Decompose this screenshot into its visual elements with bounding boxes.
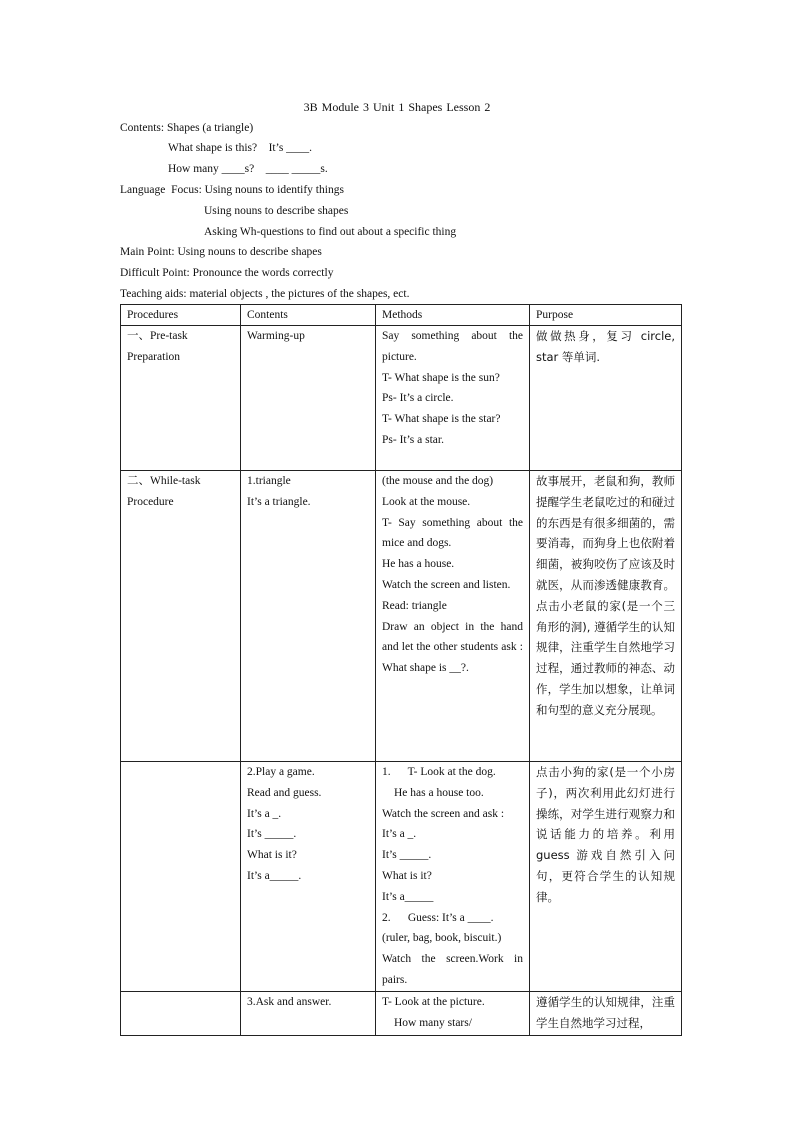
- cell-text: Read and guess.: [247, 786, 322, 799]
- table-header-row: [121, 305, 682, 326]
- cell-text: 一、Pre-task: [127, 330, 188, 342]
- cell-text: T- What shape is the sun?: [382, 371, 500, 384]
- purpose-cell: 做做热身，复习 circle, star 等单词.: [530, 326, 682, 471]
- cell-text: It’s _____.: [382, 849, 432, 862]
- procedures-cell: [121, 326, 241, 471]
- cell-text: He has a house.: [382, 558, 455, 571]
- language-focus-item-2: Using nouns to describe shapes: [204, 205, 349, 217]
- cell-text: Ps- It’s a star.: [382, 433, 444, 446]
- cell-text: Warming-up: [247, 330, 305, 342]
- cell-text: T- Say something about the mice and dogs.: [382, 516, 523, 550]
- cell-text: Watch the screen.Work in pairs.: [382, 953, 523, 986]
- methods-cell: [376, 991, 530, 1035]
- header-contents: Contents: [241, 305, 376, 326]
- purpose-cell: 遵循学生的认知规律，注重学生自然地学习过程，: [530, 991, 682, 1035]
- procedures-cell: [121, 762, 241, 992]
- cell-text: (the mouse and the dog): [382, 475, 494, 487]
- cell-text: It’s a_____.: [247, 869, 302, 882]
- document-title: 3B Module 3 Unit 1 Shapes Lesson 2: [303, 100, 491, 114]
- header-methods: Methods: [376, 305, 530, 326]
- teaching-aids-line: Teaching aids: material objects , the pictures of the shapes, ect.: [120, 288, 410, 300]
- language-focus-item-3: Asking Wh-questions to find out about a specific thing: [204, 226, 457, 238]
- header-purpose: Purpose: [530, 305, 682, 326]
- cell-text: Ps- It’s a circle.: [382, 392, 454, 405]
- methods-cell: [376, 762, 530, 992]
- cell-text: T- Look at the picture.: [382, 995, 485, 1008]
- cell-text: 1.triangle: [247, 475, 291, 487]
- methods-cell: [376, 326, 530, 471]
- cell-text: What is it?: [382, 869, 432, 882]
- language-focus-line: Language Focus: Using nouns to identify things: [120, 184, 344, 196]
- cell-text: How many stars/: [394, 1016, 472, 1029]
- contents-cell: [241, 471, 376, 762]
- cell-text: 2. Guess: It’s a ____.: [382, 911, 494, 924]
- cell-text: Preparation: [127, 350, 181, 363]
- cell-text: He has a house too.: [394, 786, 484, 799]
- table-row: [121, 326, 682, 471]
- cell-text: 二、While-task: [127, 475, 201, 487]
- cell-text: Procedure: [127, 495, 174, 508]
- cell-text: T- What shape is the star?: [382, 413, 501, 426]
- cell-text: 2.Play a game.: [247, 766, 315, 778]
- table-row: [121, 471, 682, 762]
- cell-text: (ruler, bag, book, biscuit.): [382, 932, 502, 945]
- cell-text: It’s a triangle.: [247, 495, 311, 508]
- cell-text: Watch the screen and listen.: [382, 578, 511, 591]
- purpose-cell: 故事展开，老鼠和狗，教师提醒学生老鼠吃过的和碰过的东西是有很多细菌的，需要消毒，而狗身上也依附着细菌，被狗咬伤了应该及时就医，从而渗透健康教育。点击小老鼠的家(是一个三角形的洞), 遵循学生的认知规律，注重学生自然地学习过程，通过教师的神态、动作，学生加以想象，让单词和句型的意义充分展现。: [530, 471, 682, 762]
- cell-text: Look at the mouse.: [382, 495, 471, 508]
- main-point-line: Main Point: Using nouns to describe shapes: [120, 246, 322, 258]
- cell-text: It’s a_____: [382, 890, 434, 903]
- procedures-cell: [121, 991, 241, 1035]
- cell-text: It’s a _.: [247, 807, 282, 820]
- header-procedures: Procedures: [121, 305, 241, 326]
- cell-text: 1. T- Look at the dog.: [382, 766, 496, 778]
- difficult-point-line: Difficult Point: Pronounce the words correctly: [120, 267, 334, 279]
- cell-text: Say something about the picture.: [382, 330, 523, 363]
- lesson-plan-table: [120, 304, 682, 1036]
- table-row: [121, 991, 682, 1035]
- contents-cell: [241, 762, 376, 992]
- methods-cell: [376, 471, 530, 762]
- cell-text: Watch the screen and ask :: [382, 807, 505, 820]
- cell-text: What is it?: [247, 849, 297, 862]
- cell-text: It’s _____.: [247, 828, 297, 841]
- contents-cell: [241, 991, 376, 1035]
- cell-text: Draw an object in the hand and let the other students ask : What shape is __?.: [382, 620, 523, 675]
- cell-text: Read: triangle: [382, 599, 447, 612]
- procedures-cell: [121, 471, 241, 762]
- cell-text: 3.Ask and answer.: [247, 995, 332, 1008]
- contents-line: Contents: Shapes (a triangle): [120, 122, 254, 134]
- contents-cell: [241, 326, 376, 471]
- cell-text: It’s a _.: [382, 828, 417, 841]
- table-row: [121, 762, 682, 992]
- contents-question-2: How many ____s? ____ _____s.: [168, 163, 328, 175]
- purpose-cell: 点击小狗的家(是一个小房子)，两次利用此幻灯进行操练，对学生进行观察力和说话能力的培养。利用 guess 游戏自然引入问句，更符合学生的认知规律。: [530, 762, 682, 992]
- contents-question-1: What shape is this? It’s ____.: [168, 142, 313, 154]
